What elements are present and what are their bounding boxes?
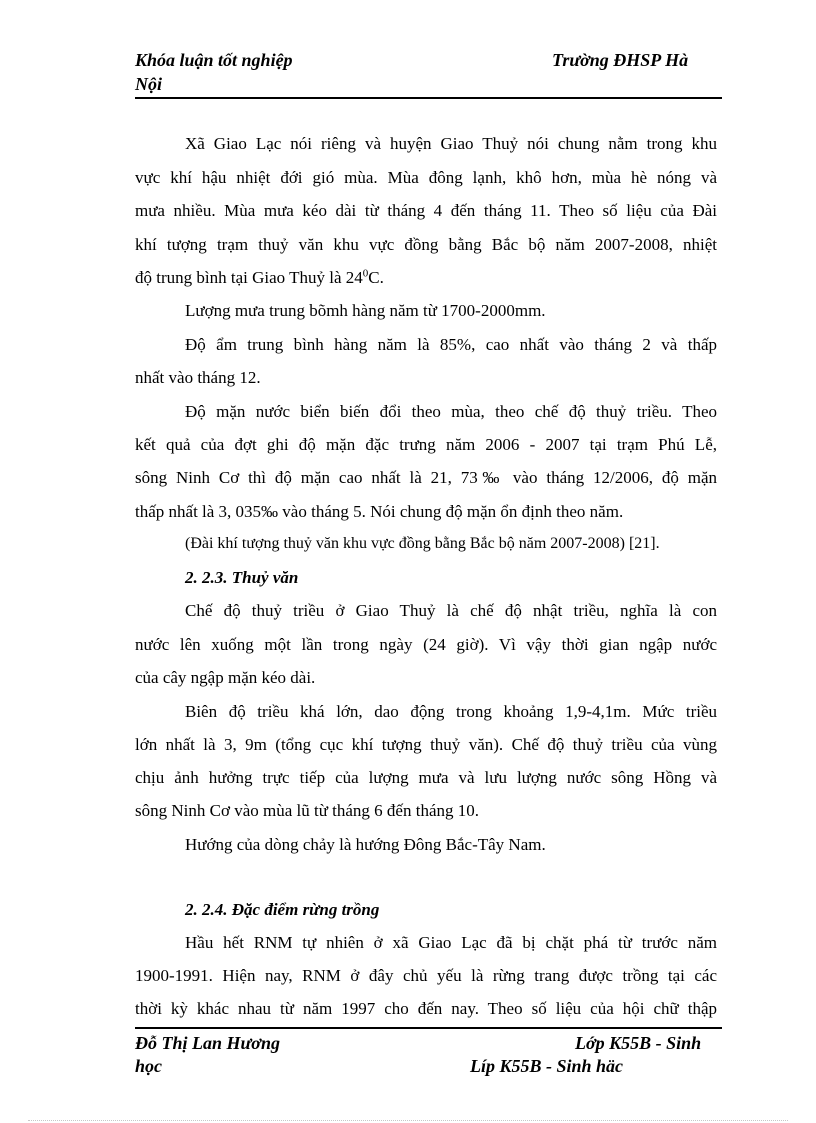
paragraph-line: nhất vào tháng 12. (135, 368, 261, 387)
paragraph-line: Biên độ triều khá lớn, dao động trong khoảng 1,9-4,1m. Mức triều (185, 702, 717, 721)
paragraph-line: sông Ninh Cơ vào mùa lũ từ tháng 6 đến tháng 10. (135, 801, 480, 820)
page-bottom-divider (28, 1120, 788, 1121)
paragraph-line: nước lên xuống một lần trong ngày (24 giờ). Vì vậy thời gian ngập nước (135, 635, 717, 654)
footer-left-author: Đỗ Thị Lan Hương (135, 1033, 280, 1053)
paragraph-line: 1900-1991. Hiện nay, RNM ở đây chủ yếu là rừng trang được trồng tại các (135, 966, 717, 985)
paragraph-line: Lượng mưa trung bõmh hàng năm từ 1700-2000mm. (185, 301, 546, 320)
temperature-text: độ trung bình tại Giao Thuỷ là 24 (135, 268, 363, 287)
footer-right-class-garbled: Líp K55B - Sinh häc (470, 1056, 624, 1076)
footer-right-class: Lớp K55B - Sinh (575, 1033, 702, 1053)
paragraph-line: lớn nhất là 3, 9m (tổng cục khí tượng thuỷ văn). Chế độ thuỷ triều của vùng (135, 735, 717, 754)
degree-superscript: 0 (362, 267, 369, 280)
paragraph-line: Hầu hết RNM tự nhiên ở xã Giao Lạc đã bị chặt phá từ trước năm (185, 933, 717, 952)
temperature-unit: C. (368, 268, 384, 287)
header-left-title: Khóa luận tốt nghiệp (135, 50, 293, 70)
paragraph-line: chịu ảnh hưởng trực tiếp của lượng mưa và lưu lượng nước sông Hồng và (135, 768, 717, 787)
paragraph-line: của cây ngập mặn kéo dài. (135, 668, 316, 687)
section-heading-hydrology: 2. 2.3. Thuỷ văn (185, 568, 299, 587)
paragraph-line: Độ ẩm trung bình hàng năm là 85%, cao nhất vào tháng 2 và thấp (185, 335, 717, 354)
paragraph-line: sông Ninh Cơ thì độ mặn cao nhất là 21, 73‰ vào tháng 12/2006, độ mặn (135, 468, 717, 487)
header-right-school: Trường ĐHSP Hà (552, 50, 689, 70)
section-heading-plantation: 2. 2.4. Đặc điểm rừng trồng (185, 900, 380, 919)
paragraph-line (135, 268, 384, 288)
header-left-continuation: Nội (135, 74, 162, 94)
paragraph-line: thời kỳ khác nhau từ năm 1997 cho đến nay. Theo số liệu của hội chữ thập (135, 999, 717, 1018)
footer-rule (135, 1027, 722, 1029)
paragraph-line: Hướng của dòng chảy là hướng Đông Bắc-Tây Nam. (185, 835, 546, 854)
paragraph-line: thấp nhất là 3, 035‰ vào tháng 5. Nói chung độ mặn ổn định theo năm. (135, 502, 624, 521)
paragraph-line: vực khí hậu nhiệt đới gió mùa. Mùa đông lạnh, khô hơn, mùa hè nóng và (135, 168, 717, 187)
paragraph-line: mưa nhiều. Mùa mưa kéo dài từ tháng 4 đến tháng 11. Theo số liệu của Đài (135, 201, 717, 220)
footer-left-continuation: học (135, 1056, 162, 1076)
paragraph-line: khí tượng trạm thuỷ văn khu vực đồng bằng Bắc bộ năm 2007-2008, nhiệt (135, 235, 717, 254)
citation-line: (Đài khí tượng thuỷ văn khu vực đồng bằng Bắc bộ năm 2007-2008) [21]. (185, 535, 660, 552)
paragraph-line: Chế độ thuỷ triều ở Giao Thuỷ là chế độ nhật triều, nghĩa là con (185, 601, 717, 620)
paragraph-line: kết quả của đợt ghi độ mặn đặc trưng năm 2006 - 2007 tại trạm Phú Lễ, (135, 435, 717, 454)
paragraph-line: Xã Giao Lạc nói riêng và huyện Giao Thuỷ nói chung nằm trong khu (185, 134, 717, 153)
paragraph-line: Độ mặn nước biển biến đổi theo mùa, theo chế độ thuỷ triều. Theo (185, 402, 717, 421)
document-body (135, 0, 717, 1123)
